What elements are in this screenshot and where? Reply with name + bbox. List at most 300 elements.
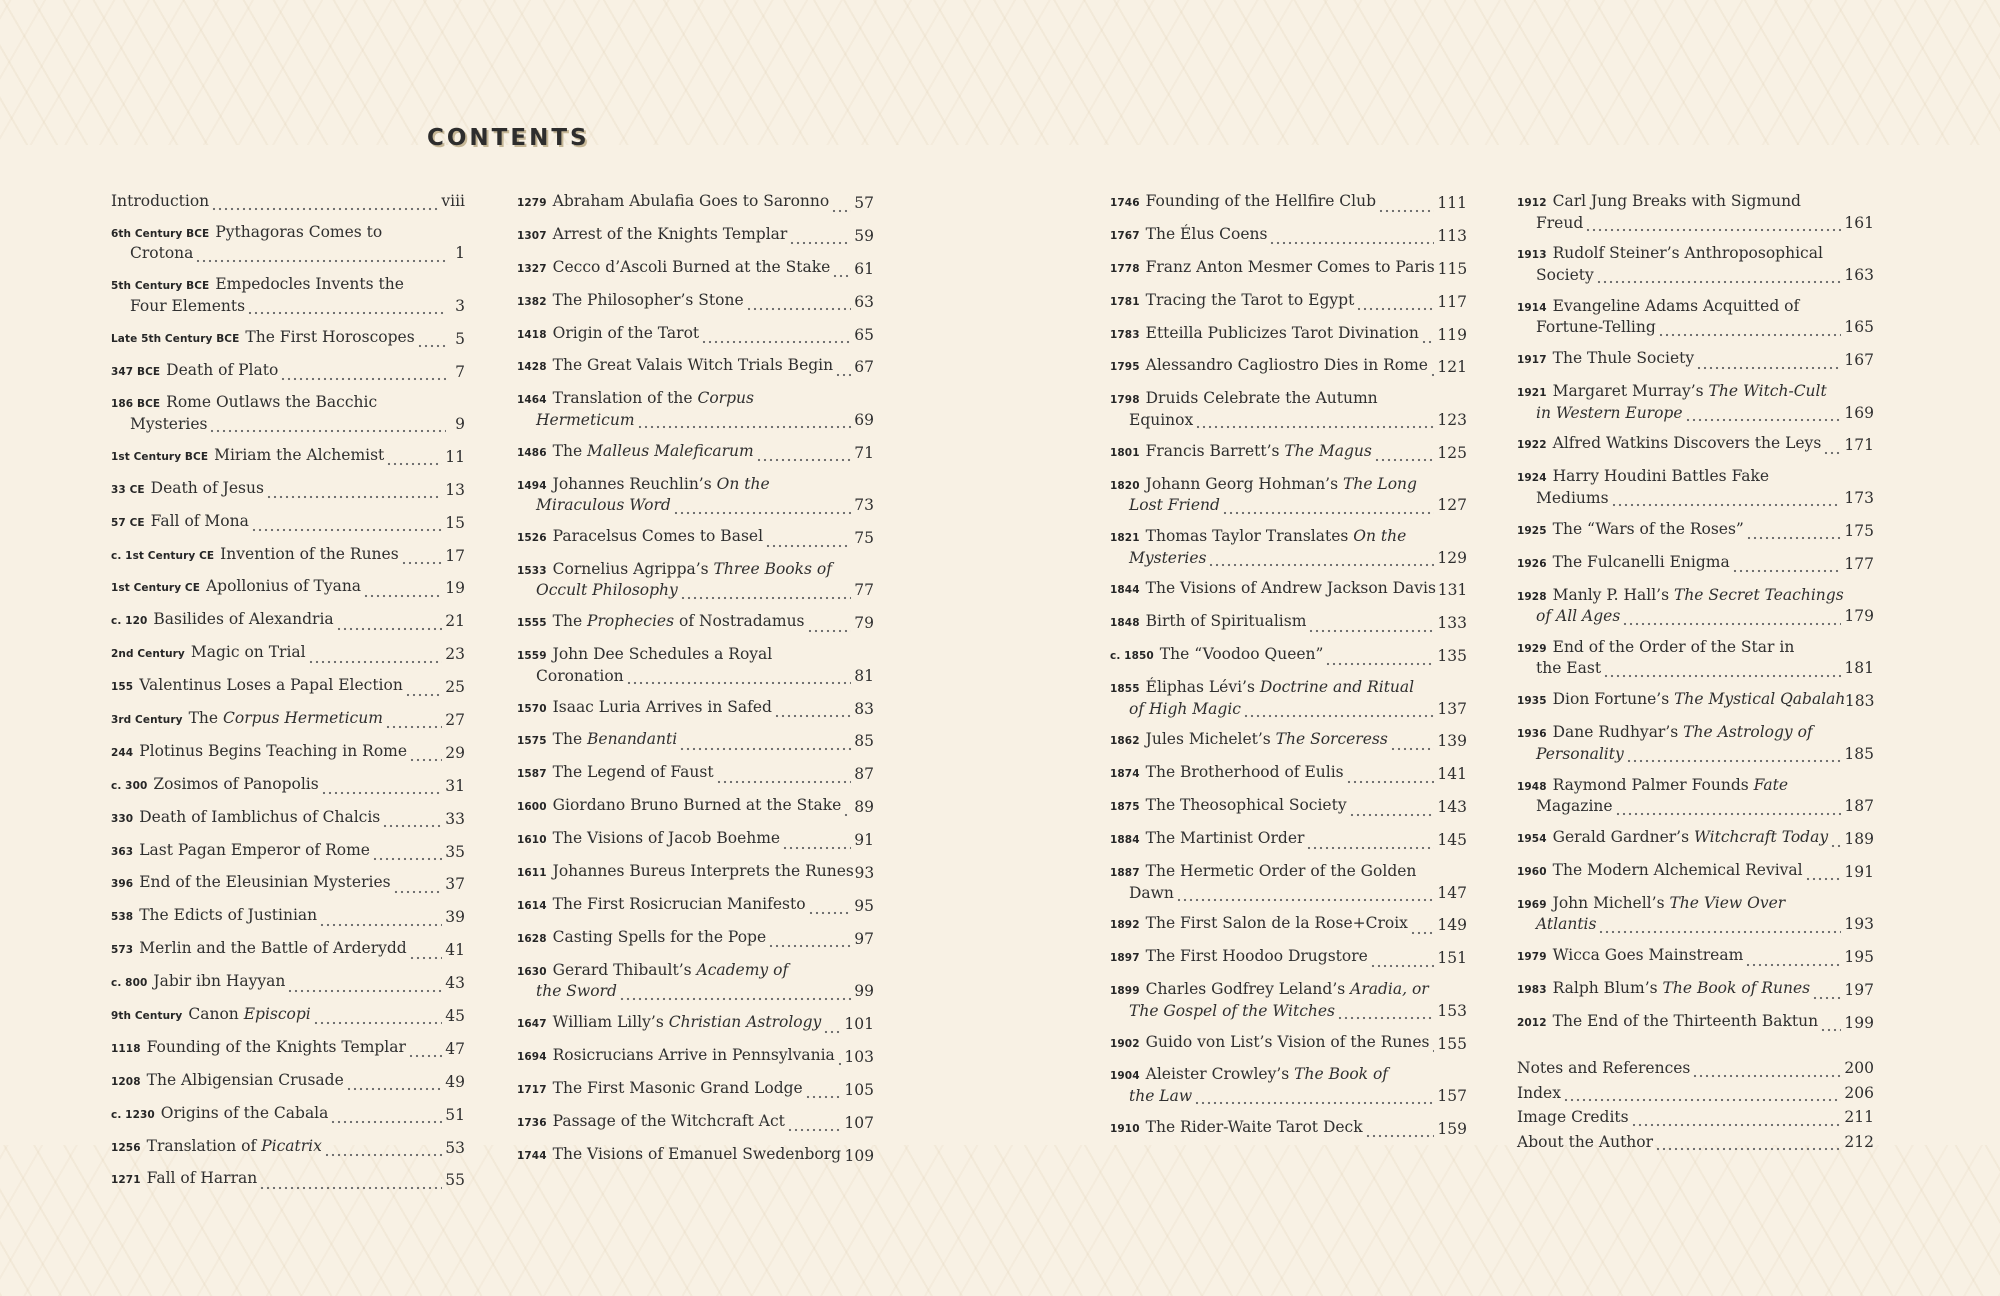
entry-title-part: The Visions of Andrew Jackson Davis — [1145, 579, 1436, 598]
toc-entry[interactable] — [1110, 258, 1467, 280]
entry-text — [111, 446, 444, 468]
toc-entry[interactable] — [517, 442, 874, 464]
entry-first-line — [1517, 192, 1843, 214]
entry-second-line — [1110, 1002, 1436, 1022]
toc-entry[interactable] — [517, 1079, 874, 1101]
entry-title-part: The Philosopher’s Stone — [552, 290, 744, 309]
entry-title — [111, 676, 403, 698]
dot-leader — [209, 420, 446, 434]
toc-entry[interactable] — [111, 361, 465, 383]
entry-date: 1208 — [111, 1075, 141, 1088]
toc-entry[interactable] — [517, 225, 874, 247]
entry-title-part: Passage of the Witchcraft Act — [552, 1111, 785, 1130]
page-number: 141 — [1437, 765, 1467, 784]
entry-second-line — [517, 411, 853, 431]
toc-entry[interactable] — [111, 479, 465, 501]
toc-entry[interactable] — [111, 512, 465, 534]
toc-entry[interactable] — [111, 393, 465, 434]
toc-entry[interactable] — [1517, 192, 1874, 233]
entry-title-part: Pythagoras Comes to — [215, 222, 383, 241]
entry-title — [1110, 829, 1304, 851]
entry-date: 1928 — [1517, 590, 1547, 603]
entry-title-part: Founding of the Hellfire Club — [1145, 192, 1377, 210]
entry-first-line — [1110, 324, 1436, 346]
entry-title-part: Wicca Goes Mainstream — [1552, 946, 1744, 965]
page-number: 91 — [854, 831, 874, 850]
entry-text — [1517, 1084, 1843, 1104]
entry-title-continued — [536, 581, 678, 601]
entry-second-line — [1110, 884, 1436, 904]
entry-title — [1110, 1033, 1429, 1055]
page-number: 171 — [1844, 436, 1874, 455]
toc-entry[interactable] — [1110, 645, 1467, 667]
entry-first-line — [1110, 527, 1436, 549]
entry-title — [517, 928, 766, 950]
page-number: 125 — [1437, 443, 1467, 462]
toc-entry[interactable] — [517, 612, 874, 634]
dot-leader — [1655, 1138, 1841, 1152]
toc-entry[interactable] — [1110, 527, 1467, 568]
entry-title-continued — [536, 411, 635, 431]
entry-text — [517, 324, 853, 346]
toc-entry[interactable] — [1517, 349, 1874, 371]
toc-entry[interactable] — [111, 275, 465, 316]
toc-entry[interactable] — [111, 1169, 465, 1191]
toc-entry[interactable] — [517, 1013, 874, 1035]
toc-entry[interactable] — [1110, 1033, 1467, 1055]
entry-title — [517, 291, 744, 313]
entry-title-part: Margaret Murray’s — [1552, 382, 1709, 401]
entry-title — [111, 906, 317, 928]
back-matter-entry[interactable] — [1517, 1059, 1874, 1079]
toc-entry[interactable] — [1110, 579, 1467, 601]
toc-entry[interactable] — [111, 841, 465, 863]
entry-text — [111, 275, 448, 316]
toc-entry[interactable] — [1517, 946, 1874, 968]
entry-first-line — [1110, 1065, 1436, 1087]
back-matter-entry[interactable] — [1517, 1108, 1874, 1128]
entry-text — [517, 961, 853, 1002]
entry-title-part: Dion Fortune’s — [1552, 690, 1675, 709]
toc-entry[interactable] — [1517, 776, 1874, 817]
toc-entry[interactable] — [1517, 244, 1874, 285]
entry-text — [111, 361, 448, 383]
entry-date: 1587 — [517, 768, 547, 781]
entry-text — [1517, 723, 1843, 764]
entry-first-line — [1517, 979, 1843, 1001]
entry-first-line — [1110, 475, 1436, 497]
toc-entry[interactable] — [517, 475, 874, 516]
entry-first-line — [1110, 192, 1436, 214]
entry-first-line — [111, 1169, 444, 1191]
page-number: 83 — [854, 699, 874, 718]
toc-entry[interactable] — [517, 1046, 874, 1068]
entry-first-line — [517, 324, 853, 346]
dot-leader — [1631, 1114, 1842, 1128]
toc-entry[interactable] — [111, 873, 465, 895]
entry-date: 1781 — [1110, 295, 1140, 308]
entry-title — [1110, 678, 1414, 696]
entry-title — [1110, 1118, 1363, 1140]
back-matter-label: About the Author — [1517, 1132, 1654, 1151]
entry-title-part: The Visions of Emanuel Swedenborg — [552, 1144, 842, 1163]
entry-first-line — [517, 961, 853, 983]
entry-date: 538 — [111, 911, 134, 924]
entry-text — [1517, 244, 1843, 285]
toc-entry[interactable] — [1110, 1118, 1467, 1140]
entry-date: 1897 — [1110, 952, 1140, 965]
page-number: 45 — [445, 1006, 465, 1025]
page-number: 55 — [445, 1171, 465, 1190]
toc-entry[interactable] — [1110, 763, 1467, 785]
entry-second-line — [517, 581, 853, 601]
entry-title — [517, 645, 772, 663]
toc-entry[interactable] — [111, 328, 465, 350]
toc-entry[interactable] — [1110, 829, 1467, 851]
entry-title-part: the Law — [1129, 1086, 1193, 1105]
toc-entry[interactable] — [111, 1104, 465, 1126]
dot-leader — [1208, 554, 1434, 568]
toc-entry[interactable] — [1110, 1065, 1467, 1106]
entry-title-part: The Martinist Order — [1145, 829, 1305, 848]
entry-date: 1913 — [1517, 249, 1547, 262]
entry-text — [111, 223, 448, 264]
dot-leader — [321, 782, 443, 796]
entry-title-part: Translation of — [146, 1136, 262, 1155]
entry-text — [1110, 475, 1436, 516]
toc-entry[interactable] — [1110, 980, 1467, 1021]
entry-text — [111, 1169, 444, 1191]
entry-title-part: Mysteries — [130, 414, 208, 433]
entry-first-line — [1517, 297, 1843, 319]
page-number: 185 — [1844, 744, 1874, 763]
entry-date: 1736 — [517, 1116, 547, 1129]
dot-leader — [782, 837, 851, 851]
toc-entry[interactable] — [517, 1112, 874, 1134]
toc-entry[interactable] — [517, 763, 874, 785]
toc-entry[interactable] — [517, 258, 874, 280]
toc-entry[interactable] — [111, 577, 465, 599]
toc-entry[interactable] — [1110, 225, 1467, 247]
toc-entry[interactable] — [1517, 723, 1874, 764]
toc-entry[interactable] — [517, 730, 874, 752]
toc-entry[interactable] — [1110, 442, 1467, 464]
page-number: 89 — [854, 798, 874, 817]
entry-title — [517, 961, 788, 979]
toc-entry[interactable] — [1517, 382, 1874, 423]
entry-title — [1517, 946, 1743, 968]
toc-entry[interactable] — [1517, 520, 1874, 542]
toc-entry[interactable] — [1517, 690, 1874, 712]
toc-entry[interactable] — [517, 645, 874, 686]
toc-entry[interactable] — [517, 829, 874, 851]
toc-entry[interactable] — [517, 527, 874, 549]
entry-text — [517, 796, 853, 818]
entry-title-part: On the — [716, 474, 770, 493]
entry-first-line — [1110, 678, 1436, 700]
toc-entry[interactable] — [111, 775, 465, 797]
page-number: 29 — [445, 743, 465, 762]
dot-leader — [393, 881, 443, 895]
dot-leader — [1603, 665, 1841, 679]
entry-title — [111, 192, 209, 212]
entry-title — [111, 479, 264, 501]
toc-entry[interactable] — [111, 808, 465, 830]
entry-title-continued — [1536, 915, 1596, 935]
entry-text — [1517, 894, 1843, 935]
entry-title — [111, 643, 306, 665]
entry-text — [111, 328, 448, 350]
toc-entry[interactable] — [1110, 324, 1467, 346]
entry-date: 1118 — [111, 1042, 141, 1055]
entry-first-line — [517, 1112, 843, 1134]
toc-entry[interactable] — [111, 742, 465, 764]
entry-title-part: John Michell’s — [1552, 893, 1670, 912]
toc-entry[interactable] — [111, 643, 465, 665]
entry-text — [1110, 324, 1436, 346]
dot-leader — [280, 368, 446, 382]
entry-title — [111, 709, 383, 731]
entry-date: 1382 — [517, 295, 547, 308]
toc-entry[interactable] — [517, 560, 874, 601]
entry-text — [1110, 796, 1436, 818]
dot-leader — [1745, 954, 1841, 968]
entry-date: 1801 — [1110, 446, 1140, 459]
toc-entry[interactable] — [111, 223, 465, 264]
entry-first-line — [517, 645, 853, 667]
entry-title-part: of All Ages — [1536, 607, 1621, 626]
dot-leader — [1349, 804, 1435, 818]
entry-title — [111, 577, 361, 599]
dot-leader — [1596, 271, 1842, 285]
toc-entry[interactable] — [111, 972, 465, 994]
toc-entry[interactable] — [1517, 434, 1874, 456]
entry-title-part: Miriam the Alchemist — [214, 445, 385, 464]
entry-second-line — [1517, 489, 1843, 509]
entry-second-line — [1517, 659, 1843, 679]
toc-entry[interactable] — [517, 1145, 874, 1167]
entry-title — [517, 560, 832, 578]
entry-title — [517, 527, 763, 549]
page-number: viii — [441, 192, 465, 210]
toc-entry[interactable] — [517, 192, 874, 214]
entry-date: 1917 — [1517, 354, 1547, 367]
toc-entry[interactable] — [517, 324, 874, 346]
toc-entry[interactable] — [517, 961, 874, 1002]
entry-title — [517, 475, 770, 493]
dot-leader — [1243, 705, 1434, 719]
back-matter-entry[interactable] — [1517, 1084, 1874, 1104]
entry-title-part: Johannes Bureus Interprets the Runes — [552, 862, 854, 881]
entry-text — [1517, 349, 1843, 371]
dot-leader — [363, 585, 442, 599]
entry-title — [1517, 192, 1801, 210]
entry-title-part: Manly P. Hall’s — [1552, 585, 1674, 604]
dot-leader — [247, 302, 446, 316]
toc-entry[interactable] — [1517, 979, 1874, 1001]
toc-entry[interactable] — [1517, 1012, 1874, 1034]
entry-title — [111, 1005, 311, 1027]
dot-leader — [768, 935, 851, 949]
entry-text — [1110, 763, 1436, 785]
entry-date: 1929 — [1517, 642, 1547, 655]
toc-entry[interactable] — [111, 446, 465, 468]
toc-entry[interactable] — [1110, 947, 1467, 969]
toc-entry[interactable] — [111, 1137, 465, 1159]
entry-title-part: Isaac Luria Arrives in Safed — [552, 697, 772, 716]
entry-first-line — [517, 560, 853, 582]
toc-entry[interactable] — [1517, 861, 1874, 883]
entry-title — [517, 698, 772, 720]
entry-title-part: Death of Jesus — [150, 478, 264, 497]
toc-entry[interactable] — [111, 709, 465, 731]
entry-title — [111, 328, 415, 350]
toc-entry[interactable] — [517, 895, 874, 917]
entry-text — [111, 1005, 444, 1027]
entry-date: 1892 — [1110, 919, 1140, 932]
entry-text — [1110, 730, 1436, 752]
page-number: 17 — [445, 546, 465, 565]
entry-title — [1110, 579, 1436, 601]
entry-title-part: the East — [1536, 659, 1602, 678]
toc-entry[interactable] — [517, 356, 874, 378]
entry-title — [1110, 258, 1435, 280]
entry-text — [111, 906, 444, 928]
toc-entry[interactable] — [1110, 291, 1467, 313]
toc-entry[interactable] — [1110, 389, 1467, 430]
entry-first-line — [111, 393, 448, 415]
entry-text — [1110, 389, 1436, 430]
page-number: 25 — [445, 678, 465, 697]
toc-entry[interactable] — [111, 1038, 465, 1060]
entry-title — [111, 1137, 322, 1159]
entry-first-line — [1110, 1033, 1436, 1055]
entry-first-line — [111, 479, 444, 501]
toc-entry[interactable] — [1110, 862, 1467, 903]
entry-title-continued — [536, 496, 671, 516]
page-number: 37 — [445, 875, 465, 894]
toc-entry[interactable] — [111, 1071, 465, 1093]
toc-entry[interactable] — [1517, 297, 1874, 338]
entry-title-part: Last Pagan Emperor of Rome — [139, 840, 370, 859]
toc-entry[interactable] — [1110, 356, 1467, 378]
entry-title-part: The Astrology of — [1683, 723, 1813, 742]
toc-entry[interactable] — [1517, 586, 1874, 627]
entry-first-line — [1110, 862, 1436, 884]
toc-entry[interactable] — [1517, 828, 1874, 850]
toc-entry[interactable] — [1110, 914, 1467, 936]
toc-entry[interactable] — [517, 291, 874, 313]
toc-entry[interactable] — [1110, 730, 1467, 752]
entry-title-part: Corpus Hermeticum — [223, 708, 383, 727]
entry-first-line — [111, 275, 448, 297]
toc-entry[interactable] — [111, 906, 465, 928]
entry-title — [517, 442, 754, 464]
dot-leader — [680, 587, 851, 601]
entry-text — [517, 356, 853, 378]
entry-first-line — [1517, 1059, 1843, 1079]
toc-entry[interactable] — [517, 796, 874, 818]
page-number: 117 — [1437, 292, 1467, 311]
toc-entry[interactable] — [517, 389, 874, 430]
entry-title-part: Franz Anton Mesmer Comes to Paris — [1145, 257, 1435, 276]
toc-entry[interactable] — [1110, 612, 1467, 634]
toc-entry[interactable] — [1110, 796, 1467, 818]
toc-entry[interactable] — [1110, 678, 1467, 719]
entry-text — [517, 442, 853, 464]
toc-entry[interactable] — [1517, 553, 1874, 575]
entry-title-part: Mysteries — [1129, 548, 1207, 567]
toc-entry[interactable] — [1517, 894, 1874, 935]
entry-text — [1517, 434, 1843, 456]
toc-entry[interactable] — [111, 192, 465, 212]
entry-title-part: Personality — [1536, 744, 1624, 763]
toc-entry[interactable] — [111, 939, 465, 961]
entry-title-continued — [130, 415, 207, 435]
toc-entry[interactable] — [517, 862, 874, 884]
toc-entry[interactable] — [111, 545, 465, 567]
entry-title-part: The — [552, 612, 588, 631]
toc-entry[interactable] — [1517, 638, 1874, 679]
entry-title-part: Gerard Thibault’s — [552, 960, 697, 979]
entry-title-part: Birth of Spiritualism — [1145, 612, 1307, 631]
back-matter-entry[interactable] — [1517, 1133, 1874, 1153]
entry-title — [517, 862, 854, 884]
entry-first-line — [111, 512, 444, 534]
toc-entry[interactable] — [111, 1005, 465, 1027]
toc-entry[interactable] — [517, 698, 874, 720]
entry-date: c. 1850 — [1110, 650, 1154, 663]
entry-title-part: The — [552, 441, 588, 460]
entry-text — [1110, 225, 1436, 247]
dot-leader — [1222, 502, 1434, 516]
entry-title-part: Dane Rudhyar’s — [1552, 723, 1684, 742]
toc-entry[interactable] — [111, 676, 465, 698]
entry-date: 57 CE — [111, 516, 145, 529]
entry-first-line — [517, 1013, 843, 1035]
entry-text — [111, 393, 448, 434]
entry-title-part: Paracelsus Comes to Basel — [552, 527, 764, 546]
entry-text — [111, 1104, 444, 1126]
entry-date: 1744 — [517, 1149, 547, 1162]
entry-first-line — [1110, 730, 1436, 752]
entry-title-part: Éliphas Lévi’s — [1145, 678, 1260, 697]
entry-text — [1110, 829, 1436, 851]
dot-leader — [1410, 922, 1435, 936]
page-title: CONTENTS — [427, 125, 590, 151]
entry-text — [1517, 1108, 1843, 1128]
entry-title — [1110, 612, 1306, 634]
entry-text — [517, 612, 853, 634]
toc-entry[interactable] — [1517, 467, 1874, 508]
entry-first-line — [517, 862, 854, 884]
toc-entry[interactable] — [1110, 192, 1467, 214]
toc-entry[interactable] — [517, 928, 874, 950]
entry-date: 1575 — [517, 735, 547, 748]
page-number: 1 — [455, 244, 465, 263]
dot-leader — [626, 672, 852, 686]
entry-title-part: Crotona — [130, 244, 194, 263]
entry-title-part: Freud — [1536, 213, 1584, 232]
entry-text — [111, 512, 444, 534]
entry-date: 244 — [111, 746, 134, 759]
dot-leader — [774, 705, 851, 719]
toc-entry[interactable] — [111, 610, 465, 632]
entry-first-line — [111, 577, 444, 599]
toc-entry[interactable] — [1110, 475, 1467, 516]
entry-title-part: Picatrix — [261, 1136, 322, 1155]
page-number: 143 — [1437, 798, 1467, 817]
